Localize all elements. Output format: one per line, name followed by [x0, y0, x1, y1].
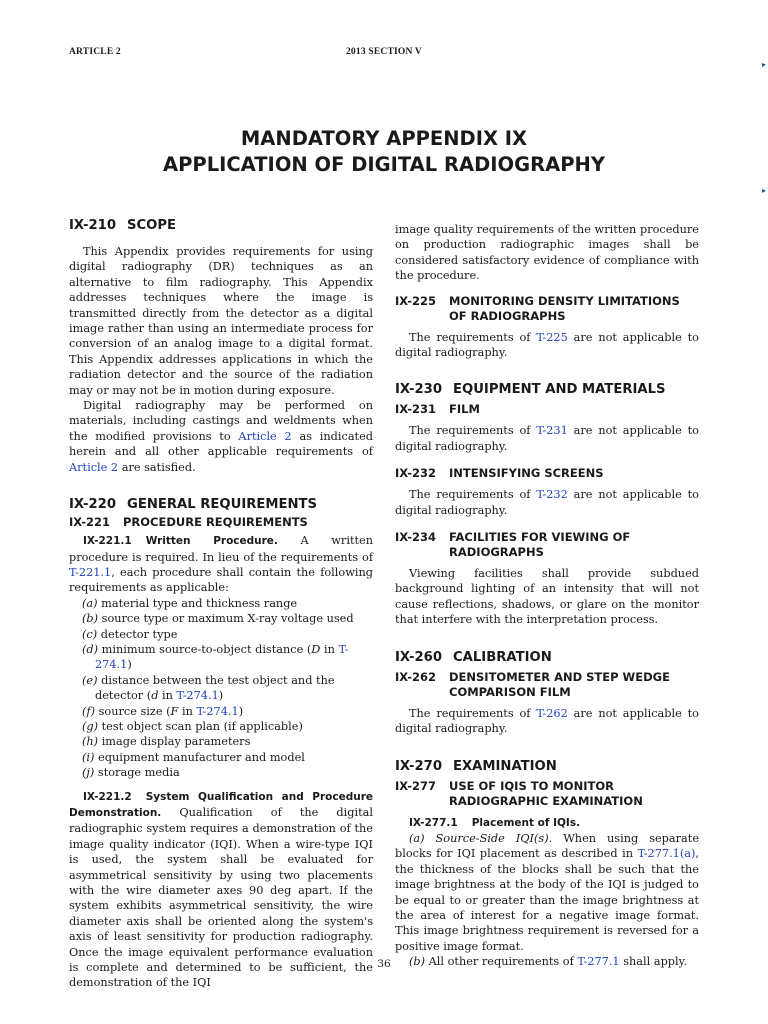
heading-ix-231: IX-231 FILM — [395, 402, 480, 417]
t-274-1-link[interactable]: T-274.1 — [196, 704, 239, 718]
heading-ix-260: IX-260 CALIBRATION — [395, 649, 552, 665]
list-item: (d) minimum source-to-object distance (D in T-274.1) — [82, 642, 349, 672]
t-277-1-link[interactable]: T-277.1 — [577, 955, 620, 969]
right-column — [395, 222, 699, 970]
t-262-link[interactable]: T-262 — [536, 706, 568, 720]
t-231-link[interactable]: T-231 — [536, 424, 568, 438]
running-header-article: ARTICLE 2 — [69, 47, 121, 57]
procedure-list — [69, 596, 373, 781]
heading-ix-234: IX-234 FACILITIES FOR VIEWING OF RADIOGRAPHS — [395, 530, 631, 560]
page-title — [0, 126, 768, 178]
list-item: (c) detector type — [82, 627, 178, 641]
running-header-section: 2013 SECTION V — [345, 47, 422, 57]
edge-marker-icon: ▸ — [761, 60, 766, 69]
title-line-2: APPLICATION OF DIGITAL RADIOGRAPHY — [163, 153, 605, 176]
t-232-link[interactable]: T-232 — [536, 488, 568, 502]
list-item: (j) storage media — [82, 766, 180, 780]
article-2-link[interactable]: Article 2 — [238, 429, 292, 443]
t-274-1-link[interactable]: T-274.1 — [95, 642, 349, 672]
continued-paragraph: image quality requirements of the written procedure on production radiographic images shall be considered satisfactory evidence of compliance with the procedure. — [395, 223, 699, 283]
ix-225-paragraph: The requirements of T-225 are not applicable to digital radiography. — [395, 330, 699, 360]
heading-ix-220: IX-220 GENERAL REQUIREMENTS — [69, 497, 318, 513]
list-item: (f) source size (F in T-274.1) — [82, 704, 244, 718]
list-item: (h) image display parameters — [82, 735, 251, 749]
heading-ix-210: IX-210 SCOPE — [69, 218, 177, 233]
heading-ix-270: IX-270 EXAMINATION — [395, 758, 557, 774]
heading-ix-262: IX-262 DENSITOMETER AND STEP WEDGE COMPARISON FILM — [395, 669, 670, 699]
ix-262-paragraph: The requirements of T-262 are not applicable to digital radiography. — [395, 706, 699, 736]
heading-ix-221: IX-221 PROCEDURE REQUIREMENTS — [69, 515, 308, 530]
list-item: (a) material type and thickness range — [82, 596, 298, 610]
written-procedure-paragraph: IX-221.1 Written Procedure. A written procedure is required. In lieu of the requirements of T-221.1, each procedure shall contain the following requirements as applicable: — [69, 534, 373, 595]
list-item: (g) test object scan plan (if applicable) — [82, 719, 303, 733]
scope-paragraph-1: This Appendix provides requirements for using digital radiography (DR) techniques as an alternative to film radiography. This Appendix addresses techniques where the image is transmitted directly from the detector as a digital image rather than using an intermediate process for conversion of an analog image to a digital format. This Appendix addresses applications in which the radiation detector and the source of the radiation may or may not be in motion during exposure. — [69, 245, 373, 397]
placement-of-iqis-heading: IX-277.1 Placement of IQIs. — [409, 816, 581, 829]
list-item: (b) source type or maximum X-ray voltage used — [82, 612, 354, 626]
heading-ix-232: IX-232 INTENSIFYING SCREENS — [395, 466, 604, 481]
scope-paragraph-2: Digital radiography may be performed on materials, including castings and weldments when the modified provisions to Article 2 as indicated herein and all other applicable requirements of Article 2 are satisfied. — [69, 399, 374, 474]
list-item: (i) equipment manufacturer and model — [82, 750, 305, 764]
edge-marker-icon: ▸ — [761, 186, 766, 195]
system-qualification-paragraph: IX-221.2 System Qualification and Procedure Demonstration. Qualification of the digital radiographic system requires a demonstration of the image quality indicator (IQI). When a wire-type IQI is used, the system shall be evaluated for asymmetrical sensitivity by using two placements with the wire diameter axes 90 deg apart. If the system exhibits asymmetrical sensitivity, the wire diameter axis shall be oriented along the system's axis of least sensitivity for production radiography. Once the image equivalent performance evaluation is complete and determined to be sufficient, the demonstration of the IQI — [69, 790, 373, 990]
source-side-iqi-paragraph: (a) Source-Side IQI(s). When using separate blocks for IQI placement as described in T-277.1(a), the thickness of the blocks shall be such that the image brightness at the body of the IQI is judged to be equal to or greater than the image brightness at the area of interest for a negative image format. This image brightness requirement is reversed for a positive image format. — [395, 831, 700, 953]
other-requirements-paragraph: (b) All other requirements of T-277.1 shall apply. — [409, 955, 688, 969]
page-number: 36 — [377, 958, 391, 970]
ix-234-paragraph: Viewing facilities shall provide subdued background lighting of an intensity that will not cause reflections, shadows, or glare on the monitor that interfere with the interpretation process. — [395, 567, 699, 627]
t-274-1-link[interactable]: T-274.1 — [176, 689, 219, 703]
heading-ix-277: IX-277 USE OF IQIS TO MONITOR RADIOGRAPHIC EXAMINATION — [395, 778, 643, 808]
heading-ix-230: IX-230 EQUIPMENT AND MATERIALS — [395, 382, 666, 398]
list-item: (e) distance between the test object and the detector (d in T-274.1) — [82, 673, 335, 703]
title-line-1: MANDATORY APPENDIX IX — [240, 127, 528, 150]
left-column — [69, 218, 373, 991]
article-2-link[interactable]: Article 2 — [69, 460, 119, 474]
t-221-1-link[interactable]: T-221.1 — [69, 565, 112, 579]
ix-231-paragraph: The requirements of T-231 are not applicable to digital radiography. — [395, 424, 699, 453]
heading-ix-225: IX-225 MONITORING DENSITY LIMITATIONS OF RADIOGRAPHS — [395, 293, 680, 323]
t-225-link[interactable]: T-225 — [536, 330, 568, 344]
ix-232-paragraph: The requirements of T-232 are not applicable to digital radiography. — [395, 488, 699, 517]
t-277-1-a-link[interactable]: T-277.1(a) — [637, 847, 696, 861]
